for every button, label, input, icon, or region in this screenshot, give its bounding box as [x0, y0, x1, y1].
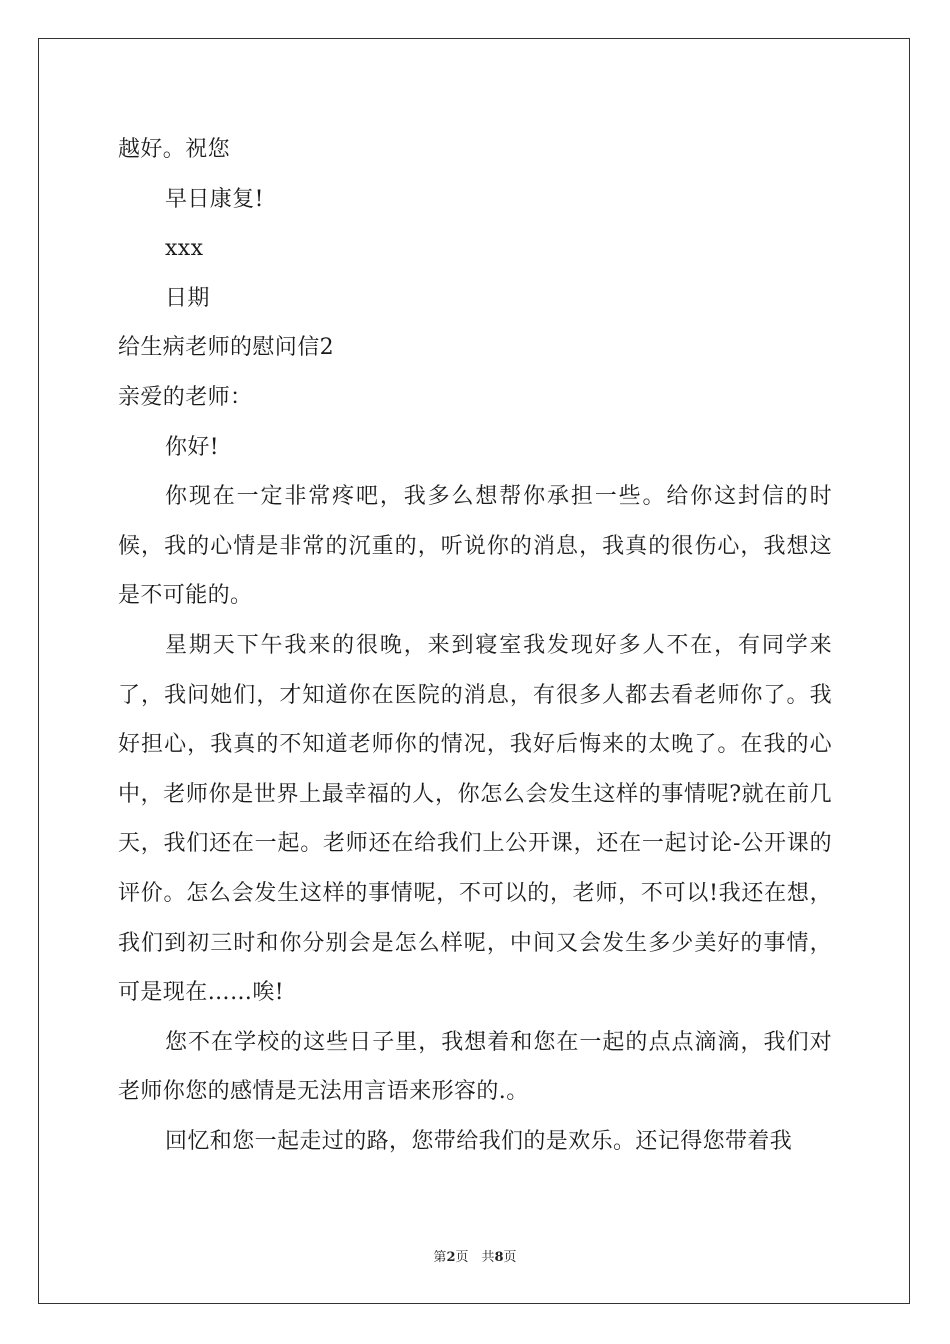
- paragraph-2: 星期天下午我来的很晚，来到寝室我发现好多人不在，有同学来了，我问她们，才知道你在医院的消息，有很多人都去看老师你了。我好担心，我真的不知道老师你的情况，我好后悔来的太晚了。在我的心中，老师你是世界上最幸福的人，你怎么会发生这样的事情呢?就在前几天，我们还在一起。老师还在给我们上公开课，还在一起讨论-公开课的评价。怎么会发生这样的事情呢，不可以的，老师，不可以!我还在想，我们到初三时和你分别会是怎么样呢，中间又会发生多少美好的事情，可是现在……唉!: [118, 632, 832, 1006]
- current-page-number: 2: [446, 1250, 456, 1265]
- page-footer: [0, 1246, 950, 1265]
- greeting-line: 你好!: [165, 434, 220, 460]
- letter-title: 给生病老师的慰问信2: [118, 335, 334, 361]
- date-line: 日期: [165, 285, 210, 311]
- closing-wish-line: 越好。祝您: [118, 137, 231, 162]
- get-well-line: 早日康复!: [165, 186, 264, 212]
- paragraph-1: 你现在一定非常疼吧，我多么想帮你承担一些。给你这封信的时候，我的心情是非常的沉重的，听说你的消息，我真的很伤心，我想这是不可能的。: [118, 484, 832, 609]
- paragraph-3: 您不在学校的这些日子里，我想着和您在一起的点点滴滴，我们对老师你您的感情是无法用言语来形容的.。: [118, 1029, 832, 1105]
- footer-mid: 页 共: [455, 1250, 495, 1265]
- total-page-number: 8: [494, 1250, 504, 1265]
- footer-prefix: 第: [433, 1250, 447, 1265]
- document-body: [118, 125, 832, 1166]
- salutation-line: 亲爱的老师：: [118, 384, 253, 410]
- paragraph-4: 回忆和您一起走过的路，您带给我们的是欢乐。还记得您带着我: [165, 1128, 793, 1154]
- signature-line: xxx: [165, 236, 204, 262]
- footer-suffix: 页: [503, 1250, 517, 1265]
